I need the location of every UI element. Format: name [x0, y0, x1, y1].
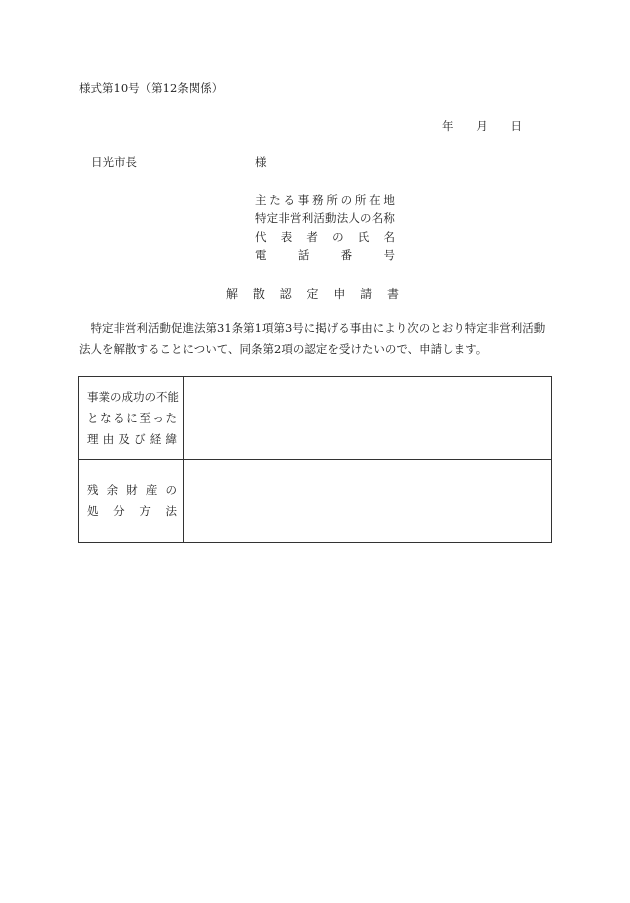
table-row [79, 377, 552, 460]
label-line: 事 業 の 成 功 の 不 能 [87, 389, 179, 404]
application-statement: 特定非営利活動促進法第31条第1項第3号に掲げる事由により次のとおり特定非営利活動法人を解散することについて、同条第2項の認定を受けたいので、申請します。 [79, 321, 546, 356]
label-line: 残 余 財 産 の [87, 483, 177, 497]
applicant-field-phone: 電 話 番 号 [255, 248, 395, 262]
date-month-label: 月 [476, 119, 488, 133]
date-day-label: 日 [510, 119, 522, 133]
value-cell-asset-disposal[interactable] [184, 460, 552, 543]
label-line: 理 由 及 び 経 緯 [87, 431, 177, 446]
applicant-field-representative: 代 表 者 の 氏 名 [255, 230, 395, 244]
label-cell-asset-disposal [79, 460, 184, 543]
form-number: 様式第10号（第12条関係） [79, 81, 224, 95]
application-table [78, 376, 552, 543]
applicant-field-corporation-name: 特 定 非 営 利 活 動 法 人 の 名 称 [255, 211, 395, 225]
label-cell-reason [79, 377, 184, 460]
addressee: 日光市長 [91, 155, 137, 169]
honorific: 様 [255, 155, 267, 169]
date-line [442, 119, 522, 133]
label-line: 処 分 方 法 [87, 504, 177, 518]
table-row [79, 460, 552, 543]
value-cell-reason[interactable] [184, 377, 552, 460]
date-year-label: 年 [442, 119, 454, 133]
applicant-field-office-address: 主 た る 事 務 所 の 所 在 地 [255, 193, 395, 207]
document-title: 解 散 認 定 申 請 書 [226, 287, 399, 301]
label-line: と な る に 至 っ た [87, 410, 177, 425]
